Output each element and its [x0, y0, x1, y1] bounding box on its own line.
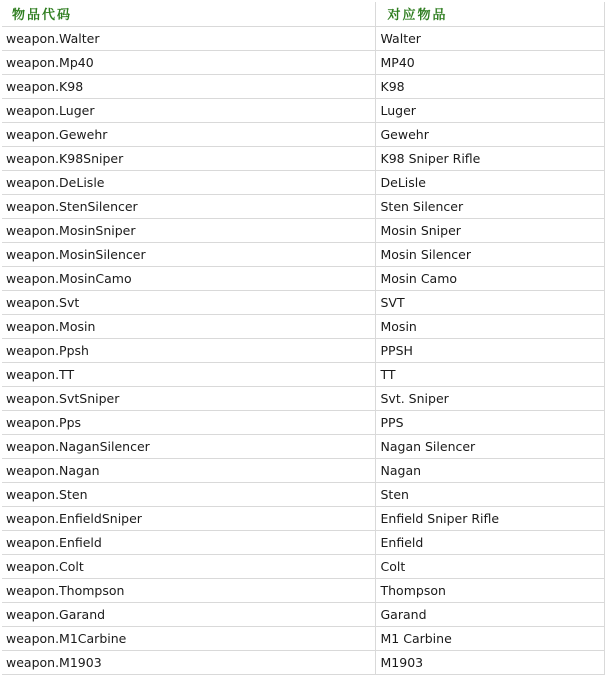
item-code-cell: weapon.SvtSniper [2, 386, 375, 410]
item-code-cell: weapon.Thompson [2, 578, 375, 602]
table-row [2, 50, 604, 74]
item-name-cell: Enfield [375, 530, 604, 554]
item-name-cell: Sten [375, 482, 604, 506]
item-name-cell: DeLisle [375, 170, 604, 194]
table-row [2, 314, 604, 338]
item-code-cell: weapon.Colt [2, 554, 375, 578]
header-item-name: 对应物品 [375, 2, 604, 26]
table-row [2, 650, 604, 674]
table-row [2, 482, 604, 506]
item-name-cell: Svt. Sniper [375, 386, 604, 410]
item-name-cell: Mosin Sniper [375, 218, 604, 242]
item-name-cell: Thompson [375, 578, 604, 602]
table-row [2, 194, 604, 218]
table-row [2, 290, 604, 314]
item-name-cell: Gewehr [375, 122, 604, 146]
header-row [2, 2, 604, 26]
item-name-cell: PPSH [375, 338, 604, 362]
table-row [2, 602, 604, 626]
table-row [2, 626, 604, 650]
item-code-cell: weapon.DeLisle [2, 170, 375, 194]
item-name-cell: K98 Sniper Rifle [375, 146, 604, 170]
table-row [2, 410, 604, 434]
item-name-cell: Sten Silencer [375, 194, 604, 218]
item-name-cell: Colt [375, 554, 604, 578]
item-name-cell: Nagan [375, 458, 604, 482]
item-code-cell: weapon.Mosin [2, 314, 375, 338]
item-code-cell: weapon.M1Carbine [2, 626, 375, 650]
table-row [2, 170, 604, 194]
table-row [2, 242, 604, 266]
header-item-code: 物品代码 [2, 2, 375, 26]
item-code-cell: weapon.Luger [2, 98, 375, 122]
item-code-cell: weapon.NaganSilencer [2, 434, 375, 458]
table-row [2, 26, 604, 50]
item-name-cell: TT [375, 362, 604, 386]
table-row [2, 362, 604, 386]
item-code-cell: weapon.K98Sniper [2, 146, 375, 170]
table-row [2, 146, 604, 170]
item-name-cell: MP40 [375, 50, 604, 74]
item-name-cell: SVT [375, 290, 604, 314]
item-code-cell: weapon.Gewehr [2, 122, 375, 146]
item-name-cell: M1903 [375, 650, 604, 674]
item-code-cell: weapon.MosinSniper [2, 218, 375, 242]
table-row [2, 386, 604, 410]
item-code-cell: weapon.Sten [2, 482, 375, 506]
table-row [2, 74, 604, 98]
item-name-cell: Walter [375, 26, 604, 50]
item-code-cell: weapon.Svt [2, 290, 375, 314]
item-name-cell: PPS [375, 410, 604, 434]
table-row [2, 458, 604, 482]
item-code-cell: weapon.MosinCamo [2, 266, 375, 290]
item-code-cell: weapon.Garand [2, 602, 375, 626]
table-row [2, 338, 604, 362]
item-code-cell: weapon.EnfieldSniper [2, 506, 375, 530]
item-code-cell: weapon.Mp40 [2, 50, 375, 74]
item-name-cell: Nagan Silencer [375, 434, 604, 458]
item-code-cell: weapon.Ppsh [2, 338, 375, 362]
item-code-table [2, 2, 605, 675]
item-code-cell: weapon.Pps [2, 410, 375, 434]
item-code-cell: weapon.M1903 [2, 650, 375, 674]
table-row [2, 506, 604, 530]
item-code-cell: weapon.StenSilencer [2, 194, 375, 218]
item-name-cell: K98 [375, 74, 604, 98]
table-row [2, 266, 604, 290]
table-row [2, 530, 604, 554]
table-row [2, 578, 604, 602]
table-body [2, 26, 604, 674]
item-name-cell: Enfield Sniper Rifle [375, 506, 604, 530]
item-code-cell: weapon.K98 [2, 74, 375, 98]
item-code-cell: weapon.TT [2, 362, 375, 386]
item-name-cell: Mosin [375, 314, 604, 338]
table-row [2, 98, 604, 122]
item-name-cell: Luger [375, 98, 604, 122]
item-name-cell: Mosin Silencer [375, 242, 604, 266]
table-row [2, 218, 604, 242]
item-name-cell: Mosin Camo [375, 266, 604, 290]
item-code-cell: weapon.Walter [2, 26, 375, 50]
item-code-cell: weapon.MosinSilencer [2, 242, 375, 266]
table-row [2, 434, 604, 458]
item-code-cell: weapon.Enfield [2, 530, 375, 554]
table-row [2, 122, 604, 146]
item-code-cell: weapon.Nagan [2, 458, 375, 482]
item-name-cell: M1 Carbine [375, 626, 604, 650]
table-header [2, 2, 604, 26]
item-name-cell: Garand [375, 602, 604, 626]
table-row [2, 554, 604, 578]
